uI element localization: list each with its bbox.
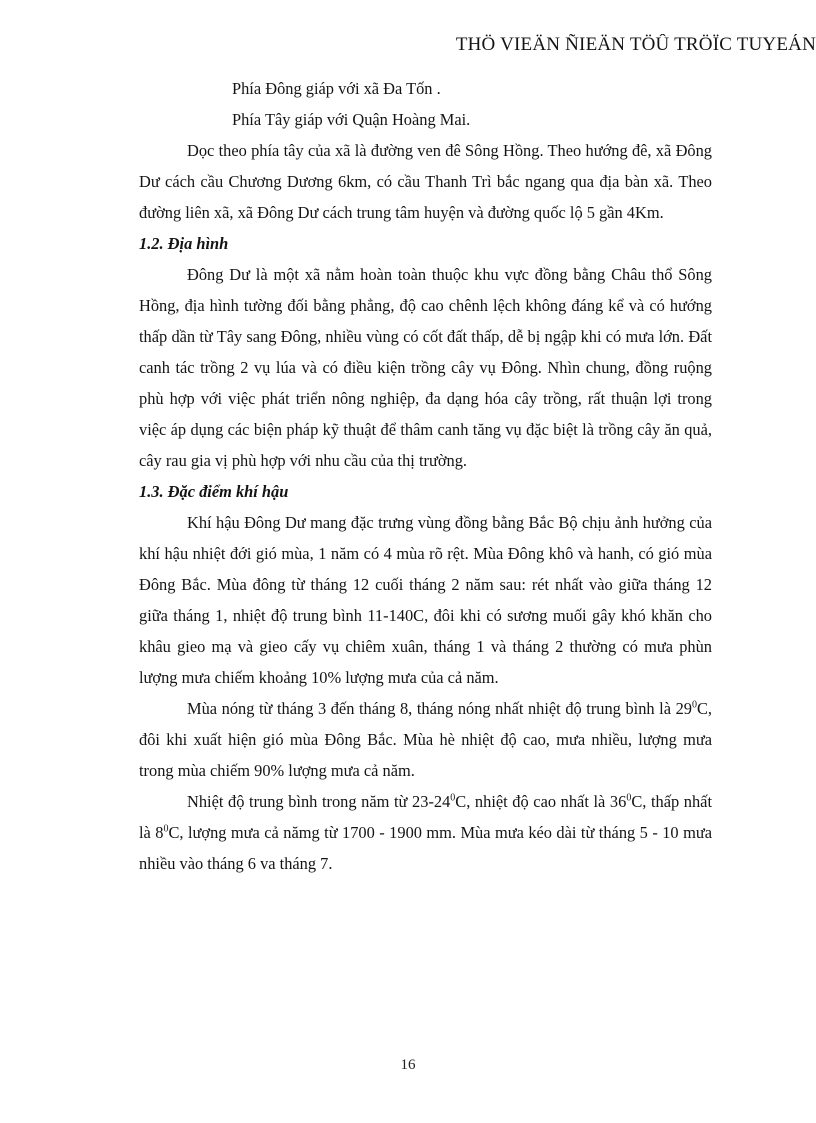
degree-superscript: 0	[626, 792, 632, 804]
text-run: C, lượng mưa cả nămg từ 1700 - 1900 mm. Mùa mưa kéo dài từ tháng 5 - 10 mưa nhiều vào tháng 6 va tháng 7.	[139, 823, 712, 873]
degree-superscript: 0	[450, 792, 456, 804]
section-heading-terrain: 1.2. Địa hình	[139, 234, 229, 253]
text-run: C, đôi khi xuất hiện gió mùa Đông Bắc. Mùa hè nhiệt độ cao, mưa nhiều, lượng mưa trong mùa chiếm 90% lượng mưa cả năm.	[139, 699, 712, 780]
climate-paragraph-1: Khí hậu Đông Dư mang đặc trưng vùng đồng bằng Bắc Bộ chịu ảnh hưởng của khí hậu nhiệt đới gió mùa, 1 năm có 4 mùa rõ rệt. Mùa Đông khô và hanh, có gió mùa Đông Bắc. Mùa đông từ tháng 12 cuối tháng 2 năm sau: rét nhất vào giữa tháng 12 giữa tháng 1, nhiệt độ trung bình 11-140C, đôi khi có sương muối gây khó khăn cho khâu gieo mạ và gieo cấy vụ chiêm xuân, tháng 1 và tháng 2 thường có mưa phùn lượng mưa chiếm khoảng 10% lượng mưa của cả năm.	[139, 513, 712, 687]
section-heading-climate: 1.3. Đặc điểm khí hậu	[139, 482, 289, 501]
degree-superscript: 0	[691, 699, 697, 711]
boundary-east: Phía Đông giáp với xã Đa Tốn .	[232, 79, 441, 98]
page-body	[139, 73, 712, 879]
intro-paragraph: Dọc theo phía tây của xã là đường ven đê Sông Hồng. Theo hướng đê, xã Đông Dư cách cầu Chương Dương 6km, có cầu Thanh Trì bắc ngang qua địa bàn xã. Theo đường liên xã, xã Đông Dư cách trung tâm huyện và đường quốc lộ 5 gần 4Km.	[139, 141, 712, 222]
text-run: C, nhiệt độ cao nhất là	[455, 792, 610, 811]
terrain-paragraph: Đông Dư là một xã nằm hoàn toàn thuộc khu vực đồng bằng Châu thổ Sông Hồng, địa hình tường đối bằng phẳng, độ cao chênh lệch không đáng kể và có hướng thấp dần từ Tây sang Đông, nhiều vùng có cốt đất thấp, dễ bị ngập khi có mưa lớn. Đất canh tác trồng 2 vụ lúa và có điều kiện trồng cây vụ Đông. Nhìn chung, đồng ruộng phù hợp với việc phát triển nông nghiệp, đa dạng hóa cây trồng, rất thuận lợi trong việc áp dụng các biện pháp kỹ thuật để thâm canh tăng vụ đặc biệt là trồng cây ăn quả, cây rau gia vị phù hợp với nhu cầu của thị trường.	[139, 265, 712, 470]
temperature-min: 8	[155, 823, 164, 842]
temperature-value: 29	[675, 699, 692, 718]
page-number: 16	[400, 1057, 416, 1073]
temperature-average: 23-24	[412, 792, 451, 811]
text-run: Nhiệt độ trung bình trong năm từ	[187, 792, 413, 811]
boundary-west: Phía Tây giáp với Quận Hoàng Mai.	[232, 110, 471, 129]
text-run: C, thấp nhất là	[139, 792, 712, 842]
climate-paragraph-3	[139, 786, 712, 879]
degree-superscript: 0	[163, 823, 169, 835]
running-header: THÖ VIEÄN ÑIEÄN TÖÛ TRÖÏC TUYEÁN	[455, 34, 816, 55]
climate-paragraph-2	[139, 693, 712, 786]
text-run: Mùa nóng từ tháng 3 đến tháng 8, tháng nóng nhất nhiệt độ trung bình là	[187, 699, 676, 718]
temperature-max: 36	[609, 792, 627, 811]
